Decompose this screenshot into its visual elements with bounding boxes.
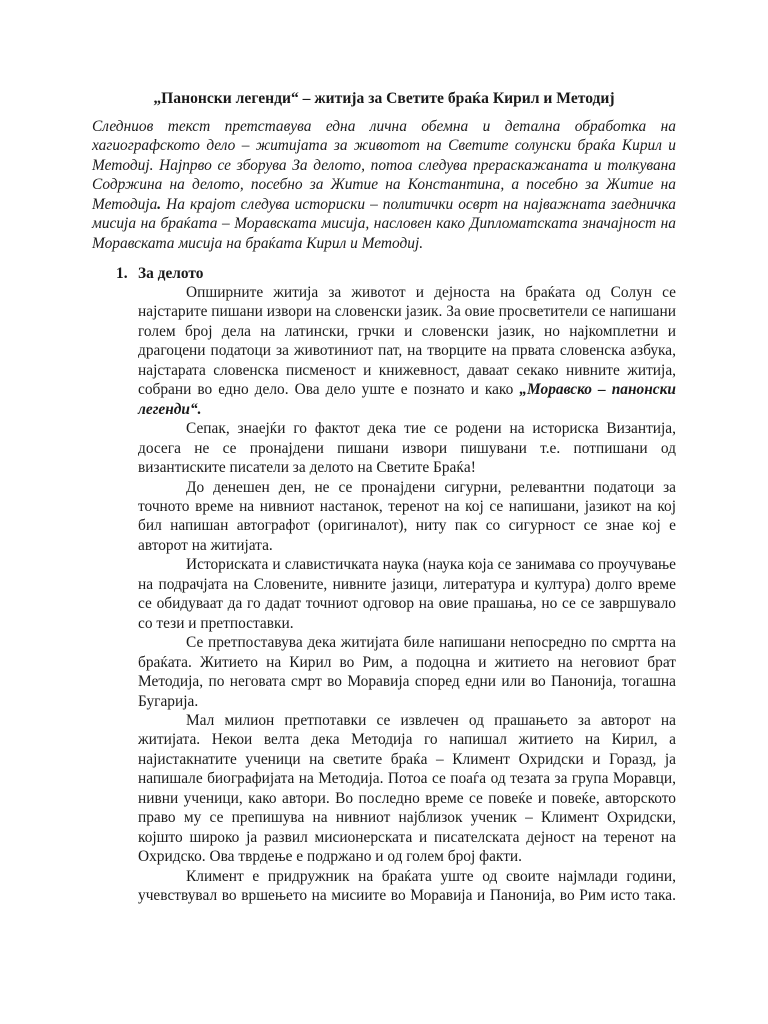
abstract-text-continued: На крајот следува историски – политички осврт на најважната заедничка мисија на браќата – Моравската мисија, насловен како Дипломатската значајност на Моравската мисија на браќата Кирил и Методиј. [92, 195, 676, 252]
document-title: „Панонски легенди“ – житија за Светите браќа Кирил и Методиј [153, 90, 615, 107]
paragraph-text: Сепак, знаејќи го фактот дека тие се родени на историска Византија, досега не се пронајдени пишани извори пишувани т.е. потпишани од византиските писатели за делото на Светите Браќа! [138, 420, 676, 477]
body-paragraph-5 [138, 633, 676, 711]
section-header [92, 264, 676, 283]
paragraph-text: Мал милион претпотавки се извлечен од прашањето за авторот на житијата. Некои велта дека Методија го напишал житието на Кирил, а најистакнатите ученици на светите браќа – Климент Охридски и Горазд, ја напишале биографијата на Методија. Потоа се поаѓа од тезата за група Моравци, нивни ученици, како автори. Во последно време се повеќе и повеќе, авторското право му се препишува на нивниот најблизок ученик – Климент Охридски, којшто широко ја развил мисионерската и писателската дејност на теренот на Охридско. Ова тврдење е подржано и од голем број факти. [138, 711, 676, 866]
body-paragraph-7 [138, 867, 676, 906]
body-paragraph-1 [138, 283, 676, 419]
abstract-text: Следниов текст претставува една лична обемна и детална обработка на хагиографското дело – житијата за животот на Светите солунски браќа Кирил и Методиј. Најпрво се зборува За делото, потоа следува прераскажаната и толкувана Содржина на делото, посебно за Житие на Константина, а посебно за Житие на Методија [92, 118, 676, 213]
section-number: 1. [116, 265, 128, 282]
paragraph-text: Се претпоставува дека житијата биле напишани непосредно по смртта на браќата. Житието на Кирил во Рим, а подоцна и житието на неговиот брат Методија, по неговата смрт во Моравија според едни или во Панонија, тогашна Бугарија. [138, 634, 676, 710]
abstract-bold-dot: . [157, 195, 162, 213]
body-paragraph-3 [138, 478, 676, 556]
section-body [138, 283, 676, 906]
section-heading-text: За делото [138, 265, 204, 282]
section-heading [92, 264, 676, 283]
paragraph-text: До денешен ден, не се пронајдени сигурни, релевантни податоци за точното време на нивниот настанок, теренот на кој се напишани, јазикот на кој бил напишан автографот (оригиналот), ниту пак со сигурност се знае кој е авторот на житијата. [138, 478, 676, 554]
body-paragraph-4 [138, 555, 676, 633]
paragraph-text: Опширните житија за животот и дејноста на браќата од Солун се најстарите пишани извори на словенски јазик. За овие просветители се напишани голем број дела на латински, грчки и словенски јазик, но најкомплетни и драгоцени податоци за животиниот пат, на творците на првата словенска азбука, најстарата словенска писменост и книжевност, даваат секако нивните житија, собрани во едно дело. Ова дело уште е познато и како [138, 284, 676, 399]
body-paragraph-2 [138, 419, 676, 477]
paragraph-text: Климент е придружник на браќата уште од своите најмлади години, учевствувал во вршењето на мисиите во Моравија и Панонија, во Рим исто така. [138, 867, 676, 905]
body-paragraph-6 [138, 711, 676, 867]
abstract-paragraph [92, 117, 676, 253]
emphasized-title: „Моравско – панонски легенди“. [138, 381, 676, 418]
paragraph-text: Историската и славистичката наука (наука која се занимава со проучување на подрачјата на Словените, нивните јазици, литература и култура) долго време се обидуваат да го дадат точниот одговор на овие прашања, но се се завршувало со тези и претпоставки. [138, 556, 676, 632]
